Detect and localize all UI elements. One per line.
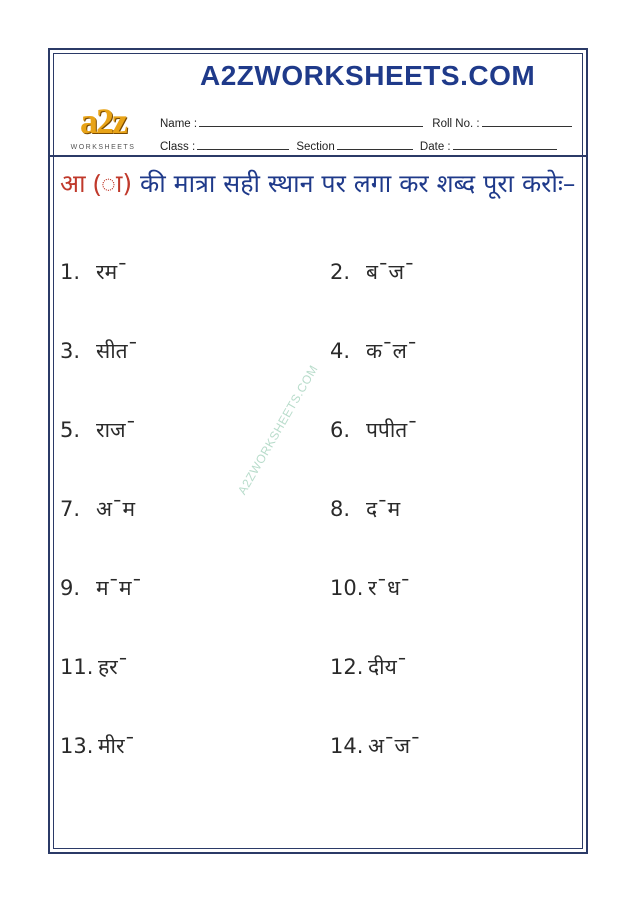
question-number: 12. [330,655,364,679]
question-item [330,337,417,365]
question-number: 6. [330,418,351,442]
question-item [60,495,135,523]
question-word[interactable]: ब¯ज¯ [366,260,415,284]
question-number: 3. [60,339,81,363]
question-item [60,337,138,365]
section-field[interactable] [337,139,413,150]
question-word[interactable]: सीत¯ [96,339,139,363]
question-word[interactable]: क¯ल¯ [366,339,418,363]
question-number: 14. [330,734,364,758]
question-word[interactable]: अ¯ज¯ [368,734,421,758]
question-item [330,495,400,523]
name-field[interactable] [199,116,423,127]
question-number: 9. [60,576,81,600]
instruction-vowel: आ (ा) [60,169,133,198]
question-word[interactable]: पपीत¯ [366,418,418,442]
a2z-logo [60,72,146,151]
question-item [60,416,136,444]
section-label: Section [296,141,335,153]
worksheet-frame [48,48,588,854]
question-number: 13. [60,734,94,758]
watermark: A2ZWORKSHEETS.COM [235,362,321,497]
question-number: 5. [60,418,81,442]
question-item [60,653,128,681]
logo-subtitle: WORKSHEETS [70,144,136,151]
question-word[interactable]: राज¯ [96,418,137,442]
question-word[interactable]: म¯म¯ [96,576,143,600]
question-word[interactable]: द¯म [366,497,401,521]
question-word[interactable]: मीर¯ [98,734,136,758]
question-number: 10. [330,576,364,600]
instruction [60,163,580,205]
question-item [60,258,128,286]
question-item [330,574,411,602]
date-field[interactable] [453,139,557,150]
question-item [60,732,135,760]
question-number: 7. [60,497,81,521]
name-roll-row [160,116,572,130]
roll-field[interactable] [482,116,572,127]
class-label: Class : [160,141,196,153]
question-number: 11. [60,655,94,679]
question-item [330,258,415,286]
class-section-date-row [160,139,557,153]
question-number: 2. [330,260,351,284]
question-word[interactable]: र¯ध¯ [368,576,411,600]
question-number: 4. [330,339,351,363]
instruction-text: की मात्रा सही स्थान पर लगा कर शब्द पूरा करोः– [132,169,576,198]
question-item [330,732,421,760]
question-number: 8. [330,497,351,521]
name-label: Name : [160,118,198,130]
question-number: 1. [60,260,81,284]
question-word[interactable]: अ¯म [96,497,136,521]
date-label: Date : [419,141,451,153]
question-word[interactable]: रम¯ [96,260,128,284]
site-title: A2ZWORKSHEETS.COM [200,60,536,91]
question-word[interactable]: दीय¯ [368,655,408,679]
roll-label: Roll No. : [432,118,480,130]
question-word[interactable]: हर¯ [98,655,129,679]
class-field[interactable] [197,139,289,150]
header-divider [50,155,586,157]
logo-text: a2z [80,101,126,141]
question-item [330,416,418,444]
question-item [60,574,142,602]
question-item [330,653,407,681]
